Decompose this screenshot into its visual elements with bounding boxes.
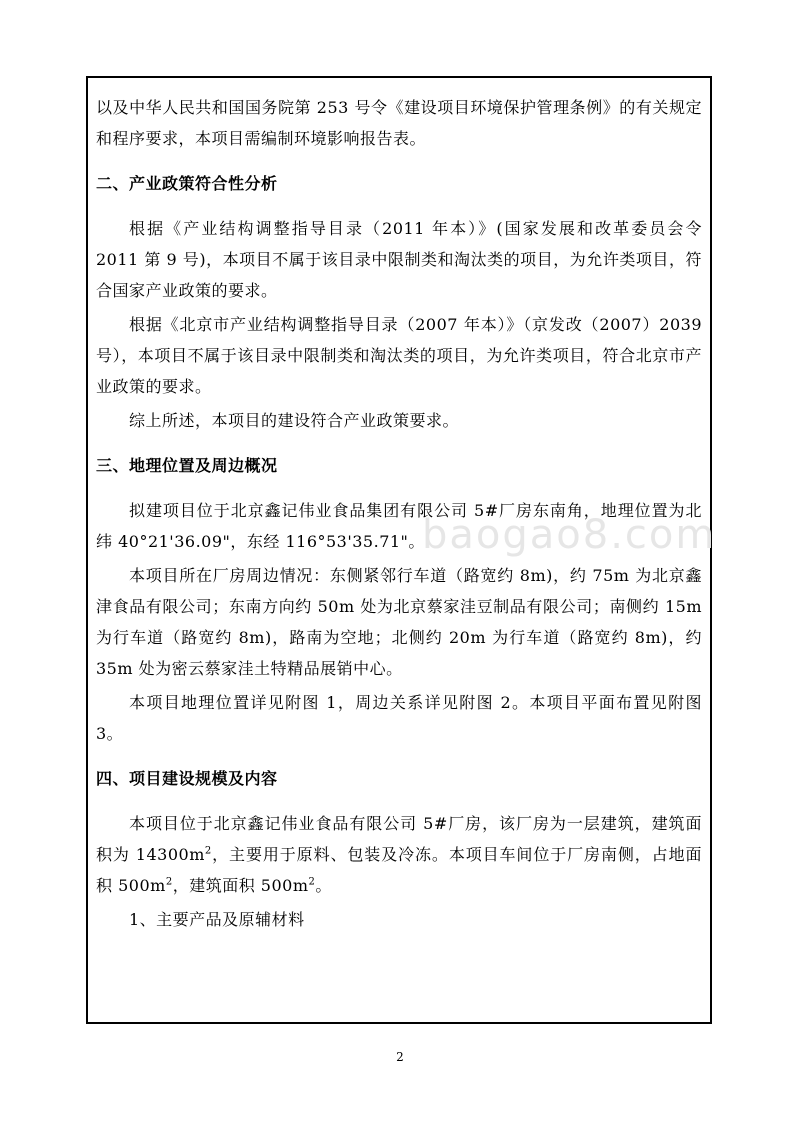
section-3-paragraph-2: 本项目所在厂房周边情况：东侧紧邻行车道（路宽约 8m)，约 75m 为北京鑫津食品有限公司；东南方向约 50m 处为北京蔡家洼豆制品有限公司；南侧约 15m 为行车道（路宽约 8m)，路南为空地；北侧约 20m 为行车道（路宽约 8m)，约 35m 处为密云蔡家洼土特精品展销中心。 bbox=[96, 566, 702, 678]
section-4-heading: 四、项目建设规模及内容 bbox=[96, 769, 278, 788]
document-body bbox=[88, 78, 710, 1022]
superscript-2: 2 bbox=[308, 876, 316, 888]
watermark: baogao8.com bbox=[422, 512, 717, 558]
section-3-paragraph-3: 本项目地理位置详见附图 1，周边关系详见附图 2。本项目平面布置见附图 3。 bbox=[96, 693, 702, 743]
intro-paragraph: 以及中华人民共和国国务院第 253 号令《建设项目环境保护管理条例》的有关规定和程序要求，本项目需编制环境影响报告表。 bbox=[96, 98, 702, 148]
section-4-paragraph-1-part-a: 本项目位于北京鑫记伟业食品有限公司 5#厂房，该厂房为一层建筑，建筑面积为 14300m bbox=[96, 814, 702, 864]
section-2-paragraph-2: 根据《北京市产业结构调整指导目录（2007 年本）》（京发改（2007）2039 号），本项目不属于该目录中限制类和淘汰类的项目，为允许类项目，符合北京市产业政策的要求。 bbox=[96, 315, 702, 396]
section-4-paragraph-1-part-b: ，主要用于原料、包装及冷冻。本项目车间位于厂房南侧，占地面积 500m bbox=[96, 845, 702, 895]
section-3-paragraph-1: 拟建项目位于北京鑫记伟业食品集团有限公司 5#厂房东南角，地理位置为北纬 40°21'36.09"，东经 116°53'35.71"。 bbox=[96, 501, 702, 551]
page-number: 2 bbox=[396, 1050, 404, 1064]
section-2-heading: 二、产业政策符合性分析 bbox=[96, 174, 278, 193]
section-4-paragraph-1-part-c: ，建筑面积 500m bbox=[172, 876, 309, 895]
section-4-subheading-1: 1、主要产品及原辅材料 bbox=[129, 910, 305, 929]
section-4-paragraph-1 bbox=[96, 808, 702, 901]
section-2-paragraph-1: 根据《产业结构调整指导目录（2011 年本）》(国家发展和改革委员会令 2011 第 9 号)，本项目不属于该目录中限制类和淘汰类的项目，为允许类项目，符合国家产业政策的要求。 bbox=[96, 219, 702, 300]
section-3-heading: 三、地理位置及周边概况 bbox=[96, 456, 278, 475]
section-4-paragraph-1-part-d: 。 bbox=[315, 876, 332, 895]
section-2-paragraph-3: 综上所述，本项目的建设符合产业政策要求。 bbox=[129, 411, 460, 430]
report-table-frame bbox=[86, 76, 712, 1024]
superscript-2: 2 bbox=[204, 845, 212, 857]
superscript-2: 2 bbox=[165, 876, 173, 888]
